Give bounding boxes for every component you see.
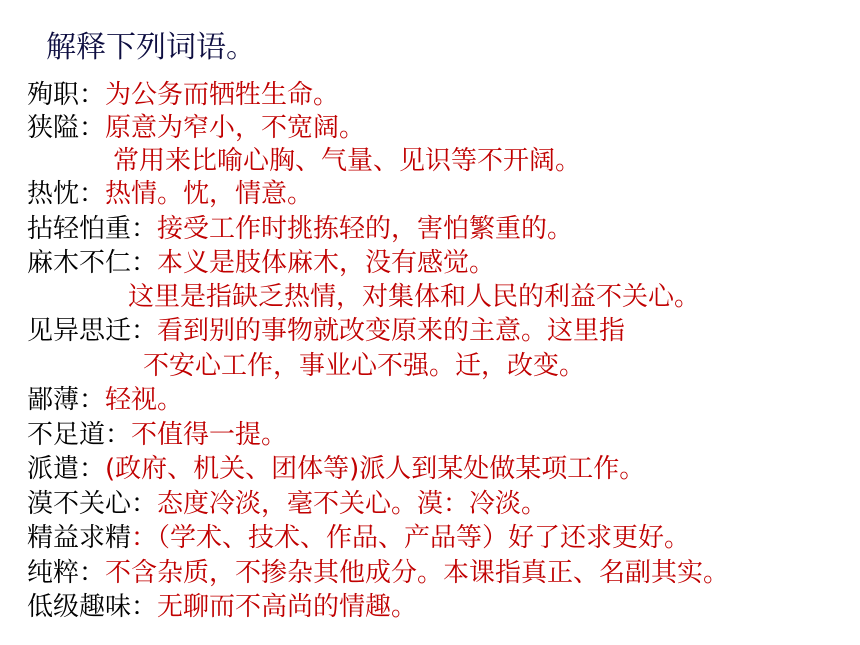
entry-definition: 为公务而牺牲生命。 bbox=[105, 80, 340, 110]
entry-line bbox=[27, 452, 645, 486]
entry-definition: (政府、机关、团体等)派人到某处做某项工作。 bbox=[105, 454, 646, 484]
entry-line bbox=[27, 418, 287, 452]
entry-line bbox=[27, 246, 495, 280]
entry-continuation bbox=[113, 144, 581, 178]
entry-line bbox=[27, 383, 183, 417]
entry-term: 鄙薄： bbox=[27, 385, 106, 415]
entry-line bbox=[27, 212, 573, 246]
entry-definition: 态度冷淡，毫不关心。漠：冷淡。 bbox=[157, 489, 548, 519]
entry-term: 拈轻怕重： bbox=[27, 214, 158, 244]
entry-continuation bbox=[143, 349, 585, 383]
entry-term: 派遣： bbox=[27, 454, 106, 484]
entry-term: 漠不关心： bbox=[27, 489, 158, 519]
entry-definition: 看到别的事物就改变原来的主意。这里指 bbox=[157, 316, 626, 346]
entry-term: 不足道： bbox=[27, 420, 132, 450]
entry-definition: 不含杂质，不掺杂其他成分。本课指真正、名副其实。 bbox=[105, 558, 730, 588]
entry-line bbox=[27, 521, 690, 555]
entry-line bbox=[27, 177, 313, 211]
entry-line bbox=[27, 590, 417, 624]
entry-term: 热忱： bbox=[27, 179, 106, 209]
slide-title: 解释下列词语。 bbox=[46, 30, 256, 65]
entry-definition: 不值得一提。 bbox=[131, 420, 288, 450]
entry-continuation bbox=[128, 280, 700, 314]
entry-term: 见异思迁： bbox=[27, 316, 158, 346]
entry-line bbox=[27, 556, 729, 590]
entry-definition: 无聊而不高尚的情趣。 bbox=[157, 592, 418, 622]
entry-term: 殉职： bbox=[27, 80, 106, 110]
entry-definition: 原意为窄小，不宽阔。 bbox=[105, 113, 366, 143]
entry-line bbox=[27, 78, 339, 112]
entry-term: 纯粹： bbox=[27, 558, 106, 588]
entry-line bbox=[27, 111, 365, 145]
entry-definition: 本义是肢体麻木，没有感觉。 bbox=[157, 248, 496, 278]
entry-line bbox=[27, 314, 625, 348]
entry-term: 麻木不仁： bbox=[27, 248, 158, 278]
entry-definition: 常用来比喻心胸、气量、见识等不开阔。 bbox=[113, 146, 582, 176]
entry-definition: 轻视。 bbox=[105, 385, 184, 415]
entry-definition: ：（学术、技术、作品、产品等）好了还求更好。 bbox=[131, 523, 691, 553]
entry-definition: 接受工作时挑拣轻的，害怕繁重的。 bbox=[157, 214, 574, 244]
entry-definition: 不安心工作，事业心不强。迁，改变。 bbox=[143, 351, 586, 381]
entry-definition: 这里是指缺乏热情，对集体和人民的利益不关心。 bbox=[128, 282, 701, 312]
entry-line bbox=[27, 487, 547, 521]
entry-definition: 热情。忱，情意。 bbox=[105, 179, 314, 209]
entry-term: 狭隘： bbox=[27, 113, 106, 143]
entry-term: 低级趣味： bbox=[27, 592, 158, 622]
entry-term: 精益求精 bbox=[27, 523, 132, 553]
